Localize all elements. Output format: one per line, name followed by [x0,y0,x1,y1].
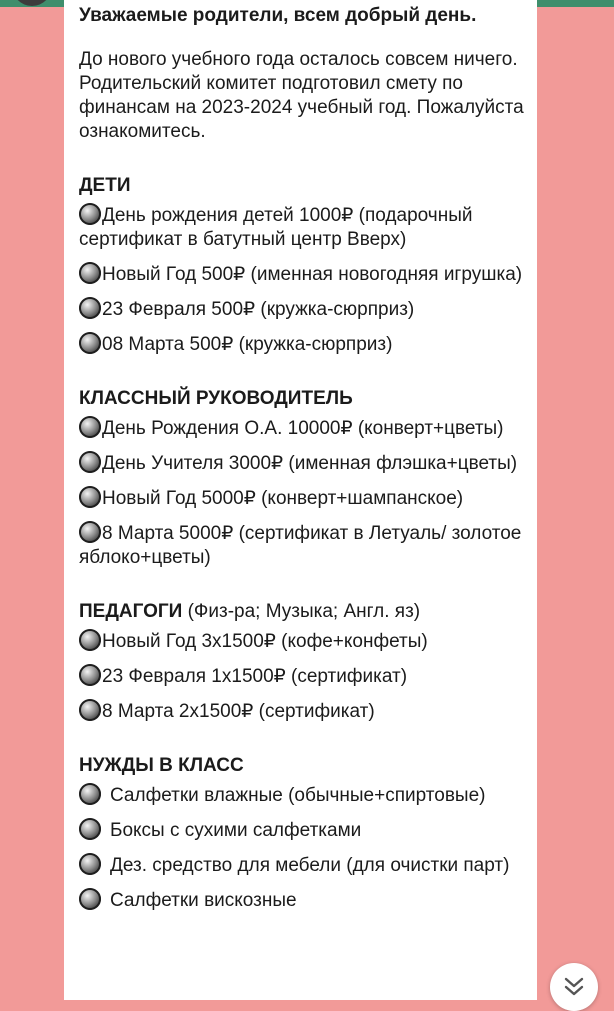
radio-button-emoji-icon [79,486,101,508]
message-greeting: Уважаемые родители, всем добрый день. [79,5,477,26]
list-item: День рождения детей 1000₽ (подарочный сертификат в батутный центр Вверх) [79,205,473,250]
radio-button-emoji-icon [79,416,101,438]
list-item: Салфетки вискозные [79,888,529,913]
radio-button-emoji-icon [79,262,101,284]
section-title: ПЕДАГОГИ (Физ-ра; Музыка; Англ. яз) [79,601,421,622]
list-item: Новый Год 500₽ (именная новогодняя игрушка) [79,262,529,287]
radio-button-emoji-icon [79,664,101,686]
radio-button-emoji-icon [79,888,101,910]
radio-button-emoji-icon [79,629,101,651]
message-intro: До нового учебного года осталось совсем ничего. Родительский комитет подготовил смету по финансам на 2023-2024 учебный год. Пожалуйста ознакомитесь. [79,49,524,142]
list-item: Салфетки влажные (обычные+спиртовые) [79,783,529,808]
section-title: КЛАССНЫЙ РУКОВОДИТЕЛЬ [79,388,353,409]
message-bubble[interactable] [64,0,537,1000]
message-content [79,0,529,923]
list-item: 8 Марта 2х1500₽ (сертификат) [79,699,529,724]
radio-button-emoji-icon [79,818,101,840]
list-item: День Учителя 3000₽ (именная флэшка+цветы) [79,451,529,476]
section-title: ДЕТИ [79,175,131,196]
list-item: 23 Февраля 1х1500₽ (сертификат) [79,664,529,689]
list-item: Дез. средство для мебели (для очистки парт) [79,853,529,878]
section-title: НУЖДЫ В КЛАСС [79,755,244,776]
list-item: Новый Год 5000₽ (конверт+шампанское) [79,486,529,511]
section-class-needs [79,754,529,913]
list-item: Боксы с сухими салфетками [79,818,529,843]
radio-button-emoji-icon [79,332,101,354]
section-children [79,174,529,357]
chevron-double-down-icon [563,975,585,999]
radio-button-emoji-icon [79,451,101,473]
radio-button-emoji-icon [79,203,101,225]
radio-button-emoji-icon [79,853,101,875]
section-teachers [79,600,529,724]
radio-button-emoji-icon [79,783,101,805]
radio-button-emoji-icon [79,699,101,721]
list-item: 23 Февраля 500₽ (кружка-сюрприз) [79,297,529,322]
list-item: 08 Марта 500₽ (кружка-сюрприз) [79,332,529,357]
radio-button-emoji-icon [79,521,101,543]
section-note: (Физ-ра; Музыка; Англ. яз) [182,601,421,622]
section-class-teacher [79,387,529,570]
list-item: 8 Марта 5000₽ (сертификат в Летуаль/ золотое яблоко+цветы) [79,523,522,568]
scroll-to-bottom-button[interactable] [550,963,598,1011]
list-item: День Рождения О.А. 10000₽ (конверт+цветы) [79,416,529,441]
radio-button-emoji-icon [79,297,101,319]
list-item: Новый Год 3х1500₽ (кофе+конфеты) [79,629,529,654]
